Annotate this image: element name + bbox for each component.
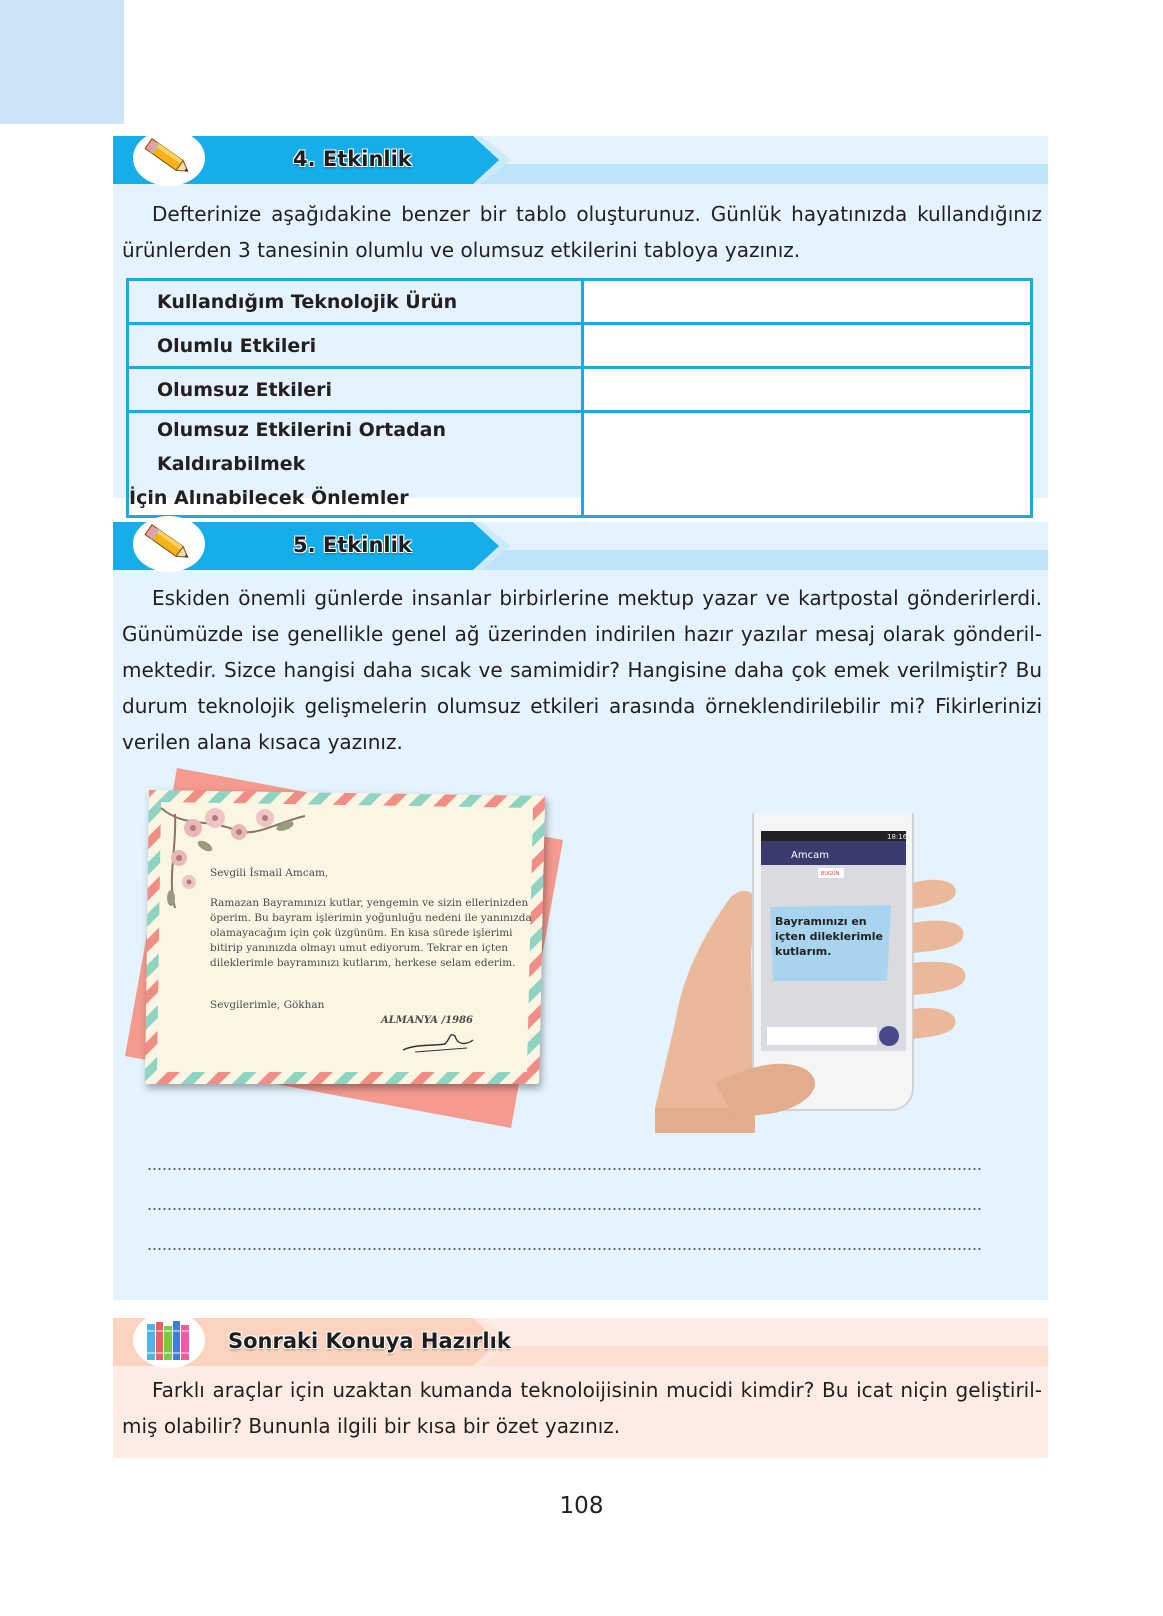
table-label-line: Olumsuz Etkilerini Ortadan Kaldırabilmek [157, 419, 447, 475]
finger [913, 880, 956, 909]
pencil-icon [133, 130, 205, 186]
activity-4-header [113, 136, 1048, 184]
activity-5-title: 5. Etkinlik [293, 533, 412, 557]
activity-4-table [126, 278, 1033, 518]
paragraph-line: ürünlerden 3 tanesinin olumlu ve olumsuz etkilerini tabloya yazınız. [122, 238, 801, 262]
books-icon [133, 1312, 205, 1368]
corner-tab [0, 0, 124, 124]
letter-illustration [115, 768, 575, 1138]
table-answer-cell[interactable] [583, 280, 1032, 324]
chat-contact-name: Amcam [791, 850, 829, 861]
answer-line[interactable] [147, 1248, 982, 1250]
answer-line[interactable] [147, 1208, 982, 1210]
finger [913, 962, 965, 995]
message-line: içten dileklerimle [775, 930, 883, 943]
paragraph-line: Farklı araçlar için uzaktan kumanda teknoloijisinin mucidi kimdir? Bu icat niçin geliştiril- [152, 1378, 1042, 1402]
next-topic-title: Sonraki Konuya Hazırlık [228, 1329, 511, 1353]
letter-line: öperim. Bu bayram işlerimin yoğunluğu nedeni ile yanınızda [210, 912, 532, 924]
letter-line: olamayacağım için çok üzgünüm. En kısa sürede işlerimi [210, 927, 513, 939]
table-label-line: İçin Alınabilecek Önlemler [129, 487, 409, 509]
next-topic-paragraph [122, 1372, 1042, 1444]
message-input[interactable] [767, 1027, 877, 1045]
finger [913, 1008, 956, 1039]
activity-4-section [113, 136, 1048, 509]
table-label-measures [128, 412, 583, 517]
chat-header [761, 841, 906, 865]
letter-line: Ramazan Bayramınızı kutlar, yengemin ve sizin ellerinizden [210, 897, 529, 909]
message-line: kutlarım. [775, 945, 832, 958]
table-row [128, 280, 1032, 324]
phone-illustration [655, 813, 995, 1133]
table-row [128, 368, 1032, 412]
letter-line: dileklerimle bayramınızı kutlarım, herkese selam ederim. [210, 957, 516, 969]
chat-day-label: BUGÜN [821, 871, 840, 877]
paragraph-line: Günümüzde ise genellikle genel ağ üzerinden indirilen hazır yazılar mesaj olarak gönderil- [122, 622, 1042, 646]
table-answer-cell[interactable] [583, 368, 1032, 412]
page-number: 108 [559, 1493, 604, 1519]
letter-closing: Sevgilerimle, Gökhan [210, 999, 325, 1011]
status-time: 18:16 [887, 833, 908, 841]
paragraph-line: mektedir. Sizce hangisi daha sıcak ve samimidir? Hangisine daha çok emek verilmiştir? Bu [122, 658, 1042, 682]
paragraph-line: Defterinize aşağıdakine benzer bir tablo oluşturunuz. Günlük hayatınızda kullandığınız [152, 202, 1042, 226]
paragraph-line: verilen alana kısaca yazınız. [122, 730, 403, 754]
letter-place-date: ALMANYA /1986 [381, 1015, 473, 1026]
paragraph-line: durum teknolojik gelişmelerin olumsuz etkileri arasında örneklendirilebilir mi? Fikirlerinizi [122, 694, 1042, 718]
next-topic-header [113, 1318, 1048, 1366]
table-label-negative: Olumsuz Etkileri [128, 368, 583, 412]
table-row [128, 412, 1032, 517]
next-topic-section [113, 1318, 1048, 1458]
activity-4-paragraph [122, 196, 1042, 268]
table-row [128, 324, 1032, 368]
paragraph-line: miş olabilir? Bununla ilgili bir kısa bir özet yazınız. [122, 1414, 621, 1438]
paragraph-line: Eskiden önemli günlerde insanlar birbirlerine mektup yazar ve kartpostal gönderirlerdi. [152, 586, 1042, 610]
finger [913, 921, 963, 953]
table-answer-cell[interactable] [583, 412, 1032, 517]
letter-line: bitirip yanınızda olmayı umut ediyorum. Tekrar en içten [210, 942, 509, 954]
activity-5-header [113, 522, 1048, 570]
activity-4-title: 4. Etkinlik [293, 147, 412, 171]
table-label-product: Kullandığım Teknolojik Ürün [128, 280, 583, 324]
message-line: Bayramınızı en [775, 915, 867, 928]
table-label-positive: Olumlu Etkileri [128, 324, 583, 368]
table-answer-cell[interactable] [583, 324, 1032, 368]
letter-greeting: Sevgili İsmail Amcam, [210, 867, 329, 879]
activity-5-paragraph [122, 580, 1042, 760]
answer-line[interactable] [147, 1168, 982, 1170]
pencil-icon [133, 516, 205, 572]
send-icon[interactable] [879, 1026, 899, 1046]
